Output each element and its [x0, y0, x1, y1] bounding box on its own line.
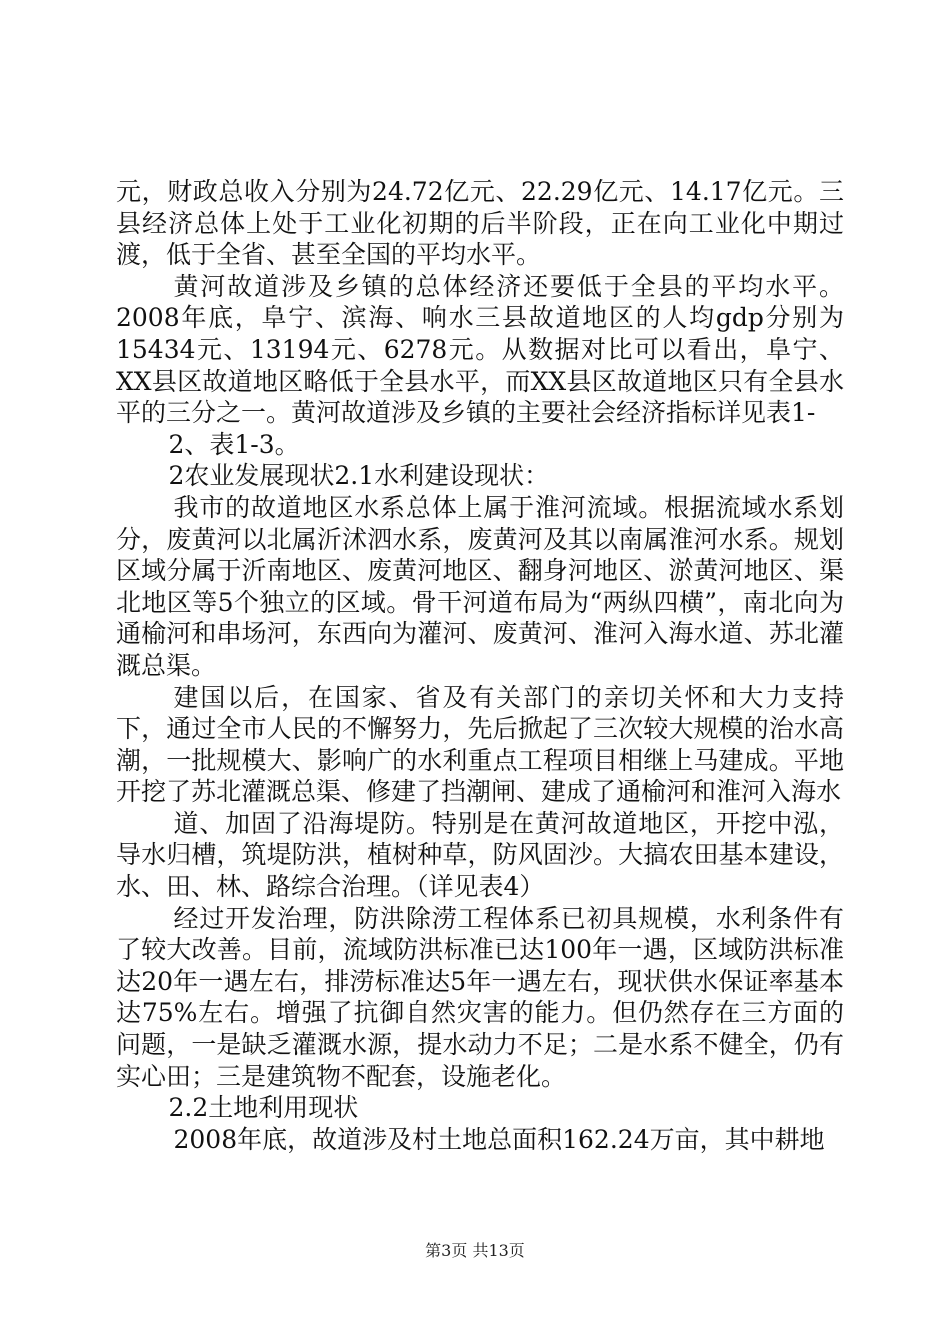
- paragraph-continuation: 道、加固了沿海堤防。特别是在黄河故道地区，开挖中泓，导水归槽，筑堤防洪，植树种草，防风固沙。大搞农田基本建设，水、田、林、路综合治理。（详见表4）: [116, 808, 844, 902]
- paragraph-flood-control: 经过开发治理，防洪除涝工程体系已初具规模，水利条件有了较大改善。目前，流域防洪标准已达100年一遇，区域防洪标准达20年一遇左右，排涝标准达5年一遇左右，现状供水保证率基本达75%左右。增强了抗御自然灾害的能力。但仍然存在三方面的问题，一是缺乏灌溉水源，提水动力不足；二是水系不健全，仍有实心田；三是建筑物不配套，设施老化。: [116, 903, 844, 1091]
- paragraph-history: 建国以后，在国家、省及有关部门的亲切关怀和大力支持下，通过全市人民的不懈努力，先后掀起了三次较大规模的治水高潮，一批规模大、影响广的水利重点工程项目相继上马建成。平地开挖了苏北灌溉总渠、修建了挡潮闸、建成了通榆河和淮河入海水: [116, 682, 844, 807]
- section-heading-2-1: 2农业发展现状2.1水利建设现状：: [168, 461, 550, 491]
- page-number-footer: 第3页 共13页: [425, 1241, 525, 1260]
- paragraph-land-use: 2008年底，故道涉及村土地总面积162.24万亩，其中耕地: [173, 1124, 825, 1154]
- paragraph-2: 黄河故道涉及乡镇的总体经济还要低于全县的平均水平。2008年底，阜宁、滨海、响水三县故道地区的人均gdp分别为15434元、13194元、6278元。从数据对比可以看出，阜宁、XX县区故道地区略低于全县水平，而XX县区故道地区只有全县水平的三分之一。黄河故道涉及乡镇的主要社会经济指标详见表1-: [116, 271, 844, 428]
- document-body: [116, 176, 844, 1155]
- section-heading-2-2: 2.2土地利用现状: [168, 1093, 359, 1123]
- paragraph-3: 2、表1-3。: [168, 429, 300, 459]
- paragraph-1: 元，财政总收入分别为24.72亿元、22.29亿元、14.17亿元。三县经济总体上处于工业化初期的后半阶段，正在向工业化中期过渡，低于全省、甚至全国的平均水平。: [116, 177, 844, 270]
- paragraph-water-system: 我市的故道地区水系总体上属于淮河流域。根据流域水系划分，废黄河以北属沂沭泗水系，废黄河及其以南属淮河水系。规划区域分属于沂南地区、废黄河地区、翻身河地区、淤黄河地区、渠北地区等5个独立的区域。骨干河道布局为“两纵四横”，南北向为通榆河和串场河，东西向为灌河、废黄河、淮河入海水道、苏北灌溉总渠。: [116, 492, 844, 680]
